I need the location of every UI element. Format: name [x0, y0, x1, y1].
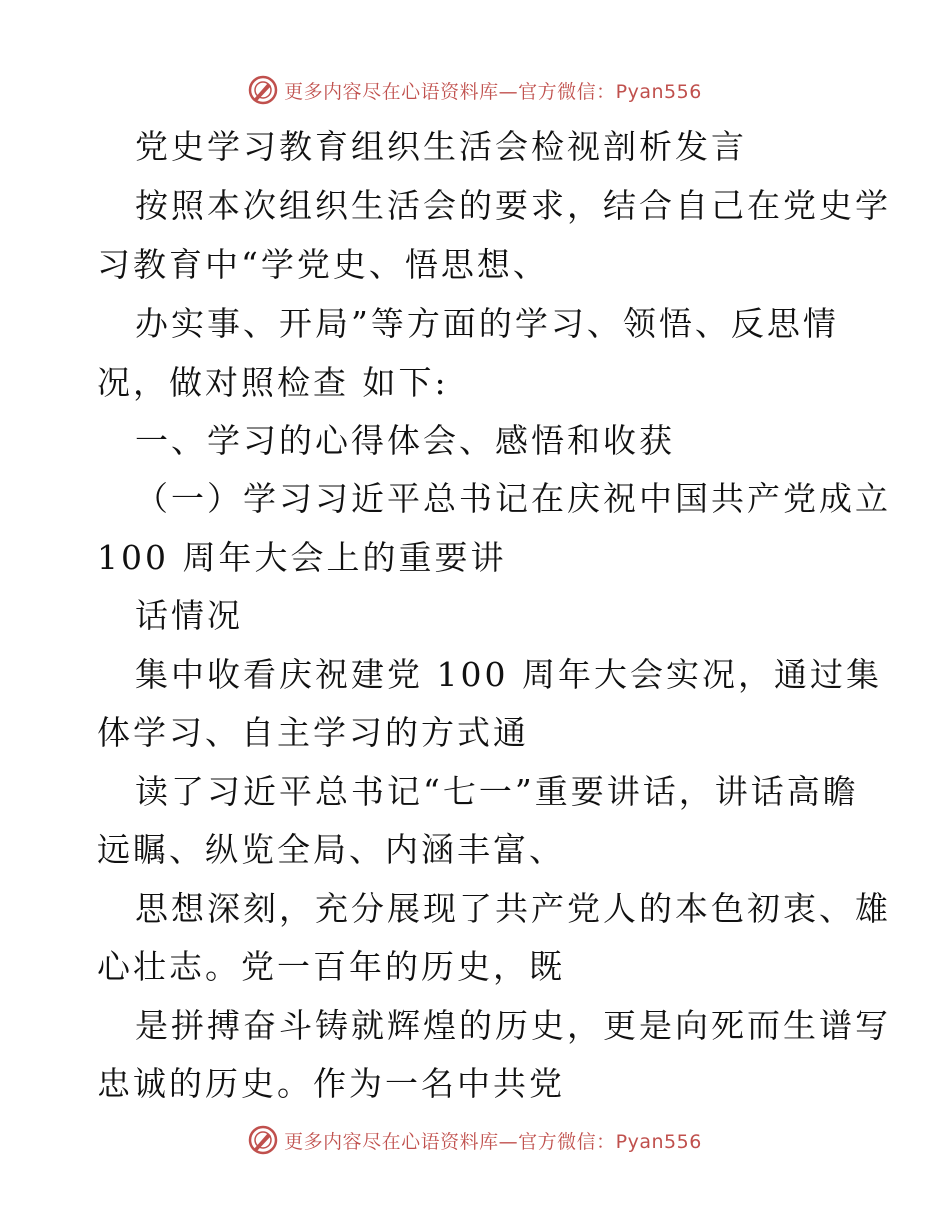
subsection-heading-cont: 100 周年大会上的重要讲 [97, 538, 507, 577]
footer-watermark [0, 1120, 950, 1160]
subsection-heading-cont: 话情况 [135, 596, 243, 635]
paragraph-line: 习教育中“学党史、悟思想、 [97, 245, 549, 284]
document-title: 党史学习教育组织生活会检视剖析发言 [135, 127, 747, 166]
subsection-heading: （一）学习习近平总书记在庆祝中国共产党成立 [135, 479, 891, 518]
paragraph-line: 办实事、开局”等方面的学习、领悟、反思情 [135, 304, 839, 343]
header-watermark [0, 70, 950, 110]
paragraph-line: 况，做对照检查 如下: [97, 363, 449, 402]
pen-logo-icon [248, 75, 278, 105]
paragraph-line: 是拼搏奋斗铸就辉煌的历史，更是向死而生谱写 [135, 1006, 891, 1045]
paragraph-line: 思想深刻，充分展现了共产党人的本色初衷、雄 [135, 889, 891, 928]
paragraph-line: 忠诚的历史。作为一名中共党 [97, 1064, 565, 1103]
watermark-text: 更多内容尽在心语资料库—官方微信：Pyan556 [284, 80, 702, 103]
paragraph-line: 读了习近平总书记“七一”重要讲话，讲话高瞻 [135, 772, 859, 811]
paragraph-line: 按照本次组织生活会的要求，结合自己在党史学 [135, 186, 891, 225]
watermark-text: 更多内容尽在心语资料库—官方微信：Pyan556 [284, 1130, 702, 1153]
paragraph-line: 远瞩、纵览全局、内涵丰富、 [97, 830, 565, 869]
paragraph-line: 体学习、自主学习的方式通 [97, 713, 529, 752]
section-heading: 一、学习的心得体会、感悟和收获 [135, 421, 675, 460]
pen-logo-icon [248, 1125, 278, 1155]
paragraph-line: 集中收看庆祝建党 100 周年大会实况，通过集 [135, 655, 882, 694]
paragraph-line: 心壮志。党一百年的历史，既 [97, 947, 565, 986]
